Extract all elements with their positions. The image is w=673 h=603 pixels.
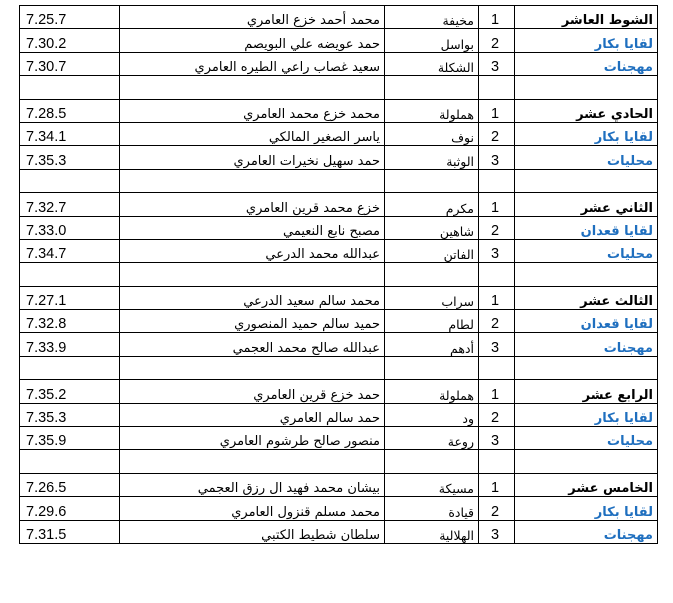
time-cell: 7.32.8 [20,310,120,333]
empty-cell [515,263,658,286]
rank-cell: 3 [479,146,515,169]
results-body [20,6,658,544]
heat-category-cell: لقايا بكار [515,122,658,145]
heat-title-cell: الرابع عشر [515,380,658,403]
separator-row [20,450,658,473]
rank-cell: 2 [479,122,515,145]
time-cell: 7.34.7 [20,239,120,262]
empty-cell [515,76,658,99]
owner-cell: محمد مسلم قنزول العامري [120,497,385,520]
rank-cell: 2 [479,497,515,520]
camel-cell: الوثبة [385,146,479,169]
heat-category-cell: محليات [515,427,658,450]
owner-cell: بيشان محمد فهيد ال رزق العجمي [120,473,385,496]
result-row [20,193,658,216]
owner-cell: محمد أحمد خزع العامري [120,6,385,29]
camel-cell: روعة [385,427,479,450]
camel-cell: مخيفة [385,6,479,29]
result-row [20,122,658,145]
camel-cell: شاهين [385,216,479,239]
result-row [20,239,658,262]
owner-cell: حمد عويضه علي البويصم [120,29,385,52]
rank-cell: 2 [479,29,515,52]
heat-title-cell: الحادي عشر [515,99,658,122]
empty-cell [20,76,120,99]
camel-cell: مسيكة [385,473,479,496]
result-row [20,146,658,169]
owner-cell: عبدالله صالح محمد العجمي [120,333,385,356]
heat-category-cell: لقايا بكار [515,29,658,52]
result-row [20,6,658,29]
time-cell: 7.26.5 [20,473,120,496]
camel-cell: ود [385,403,479,426]
empty-cell [385,263,479,286]
time-cell: 7.35.2 [20,380,120,403]
camel-cell: مكرم [385,193,479,216]
time-cell: 7.33.9 [20,333,120,356]
result-row [20,473,658,496]
result-row [20,427,658,450]
time-cell: 7.30.7 [20,52,120,75]
owner-cell: عبدالله محمد الدرعي [120,239,385,262]
empty-cell [120,263,385,286]
rank-cell: 2 [479,403,515,426]
time-cell: 7.35.3 [20,146,120,169]
rank-cell: 2 [479,216,515,239]
separator-row [20,263,658,286]
result-row [20,29,658,52]
owner-cell: خزع محمد قرين العامري [120,193,385,216]
owner-cell: ياسر الصغير المالكي [120,122,385,145]
camel-cell: الفاتن [385,239,479,262]
owner-cell: حمد خزع قرين العامري [120,380,385,403]
time-cell: 7.25.7 [20,6,120,29]
heat-category-cell: لقايا بكار [515,403,658,426]
time-cell: 7.27.1 [20,286,120,309]
rank-cell: 3 [479,52,515,75]
camel-cell: أدهم [385,333,479,356]
owner-cell: سعيد غصاب راعي الطيره العامري [120,52,385,75]
empty-cell [479,450,515,473]
heat-category-cell: محليات [515,239,658,262]
race-results-table [19,5,658,544]
empty-cell [385,450,479,473]
heat-category-cell: مهجنات [515,520,658,543]
empty-cell [515,356,658,379]
empty-cell [385,356,479,379]
rank-cell: 1 [479,473,515,496]
owner-cell: مصبح نابع النعيمي [120,216,385,239]
camel-cell: نوف [385,122,479,145]
owner-cell: حمد سالم العامري [120,403,385,426]
heat-category-cell: محليات [515,146,658,169]
camel-cell: سراب [385,286,479,309]
time-cell: 7.32.7 [20,193,120,216]
empty-cell [385,169,479,192]
empty-cell [20,356,120,379]
result-row [20,520,658,543]
time-cell: 7.30.2 [20,29,120,52]
empty-cell [120,450,385,473]
heat-title-cell: الشوط العاشر [515,6,658,29]
empty-cell [515,450,658,473]
heat-category-cell: مهجنات [515,333,658,356]
camel-cell: قيادة [385,497,479,520]
owner-cell: منصور صالح طرشوم العامري [120,427,385,450]
empty-cell [515,169,658,192]
result-row [20,286,658,309]
empty-cell [479,76,515,99]
owner-cell: حميد سالم حميد المنصوري [120,310,385,333]
heat-title-cell: الثالث عشر [515,286,658,309]
time-cell: 7.31.5 [20,520,120,543]
result-row [20,99,658,122]
time-cell: 7.34.1 [20,122,120,145]
rank-cell: 3 [479,333,515,356]
empty-cell [120,76,385,99]
rank-cell: 3 [479,520,515,543]
rank-cell: 1 [479,99,515,122]
rank-cell: 3 [479,239,515,262]
camel-cell: الشكلة [385,52,479,75]
owner-cell: سلطان شطيط الكتبي [120,520,385,543]
result-row [20,497,658,520]
empty-cell [385,76,479,99]
time-cell: 7.28.5 [20,99,120,122]
owner-cell: حمد سهيل نخيرات العامري [120,146,385,169]
heat-category-cell: لقايا بكار [515,497,658,520]
camel-cell: لطام [385,310,479,333]
rank-cell: 1 [479,286,515,309]
rank-cell: 3 [479,427,515,450]
heat-category-cell: لقايا قعدان [515,310,658,333]
result-row [20,380,658,403]
result-row [20,333,658,356]
empty-cell [20,169,120,192]
rank-cell: 1 [479,6,515,29]
result-row [20,52,658,75]
empty-cell [479,263,515,286]
empty-cell [479,356,515,379]
separator-row [20,169,658,192]
camel-cell: بواسل [385,29,479,52]
camel-cell: هملولة [385,99,479,122]
result-row [20,310,658,333]
heat-title-cell: الخامس عشر [515,473,658,496]
empty-cell [479,169,515,192]
time-cell: 7.35.3 [20,403,120,426]
result-row [20,216,658,239]
rank-cell: 2 [479,310,515,333]
time-cell: 7.29.6 [20,497,120,520]
time-cell: 7.35.9 [20,427,120,450]
rank-cell: 1 [479,193,515,216]
empty-cell [20,450,120,473]
heat-category-cell: لقايا قعدان [515,216,658,239]
camel-cell: الهلالية [385,520,479,543]
owner-cell: محمد خزع محمد العامري [120,99,385,122]
separator-row [20,76,658,99]
rank-cell: 1 [479,380,515,403]
time-cell: 7.33.0 [20,216,120,239]
empty-cell [120,169,385,192]
empty-cell [120,356,385,379]
empty-cell [20,263,120,286]
camel-cell: هملولة [385,380,479,403]
separator-row [20,356,658,379]
result-row [20,403,658,426]
owner-cell: محمد سالم سعيد الدرعي [120,286,385,309]
heat-category-cell: مهجنات [515,52,658,75]
heat-title-cell: الثاني عشر [515,193,658,216]
